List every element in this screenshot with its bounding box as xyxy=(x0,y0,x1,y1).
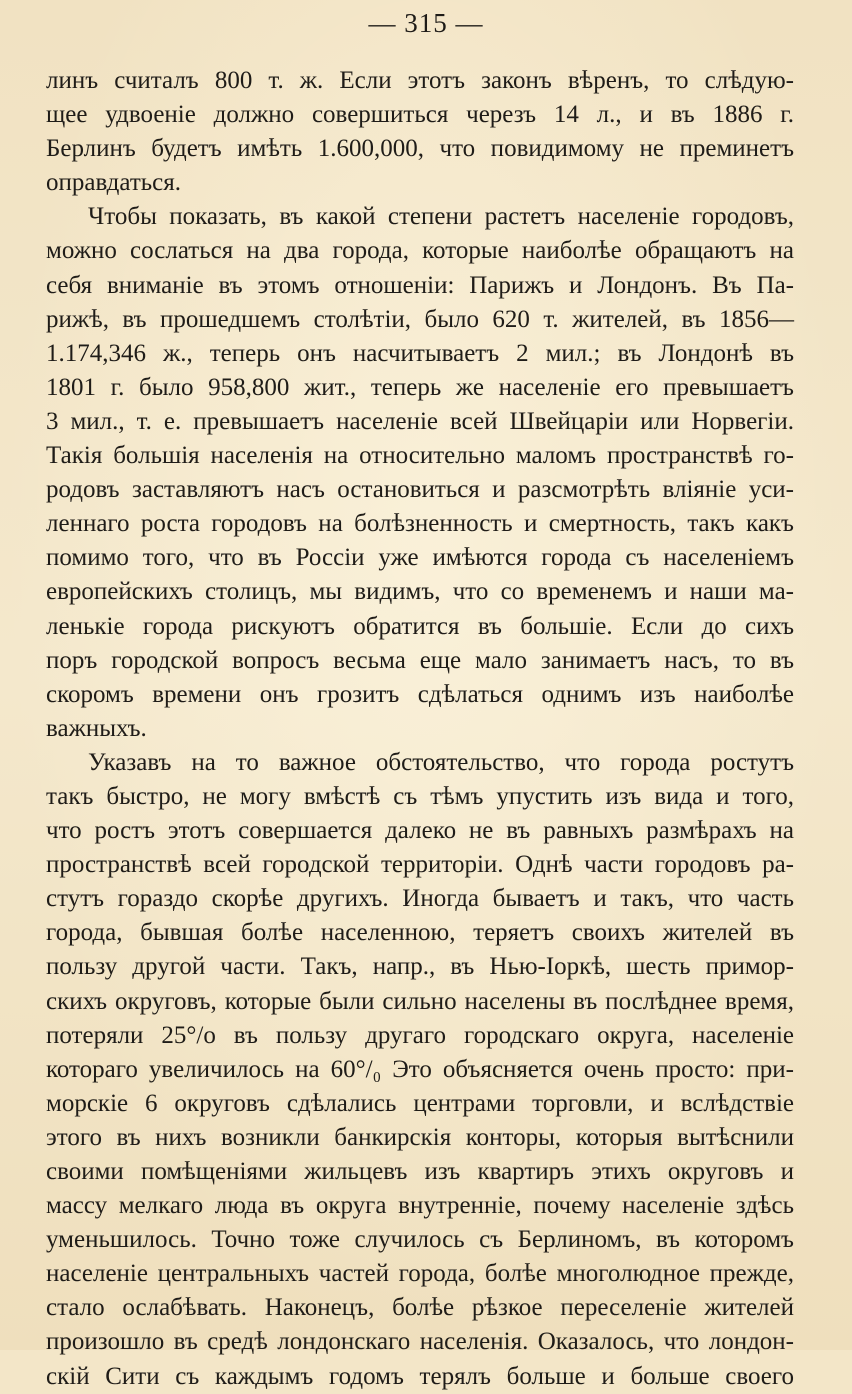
text-line: рижѣ, въ прошедшемъ столѣтіи, было 620 т. жителей, въ 1856— xyxy=(46,305,794,333)
text-line: этого въ нихъ возникли банкирскія конторы, которыя вытѣснили xyxy=(46,1123,794,1151)
text-line: потеряли 25°/о въ пользу другаго городскаго округа, населеніе xyxy=(46,1021,794,1049)
text-line: ленькіе города рискуютъ обратится въ большіе. Если до сихъ xyxy=(46,612,794,640)
text-line: своими помѣщеніями жильцевъ изъ квартиръ этихъ округовъ и xyxy=(46,1158,794,1185)
text-line: важныхъ. xyxy=(46,714,147,742)
text-line: родовъ заставляютъ насъ остановиться и разсмотрѣть вліяніе уси- xyxy=(46,476,794,504)
text-line: стутъ гораздо скорѣе другихъ. Иногда бываетъ и такъ, что часть xyxy=(46,885,794,913)
text-line: морскіе 6 округовъ сдѣлались центрами торговли, и вслѣдствіе xyxy=(46,1089,794,1117)
text-line: помимо того, что въ Россіи уже имѣются города съ населеніемъ xyxy=(46,544,794,572)
text-line: европейскихъ столицъ, мы видимъ, что со временемъ и наши ма- xyxy=(46,578,794,606)
text-line: произошло въ средѣ лондонскаго населенія. Оказалось, что лондон- xyxy=(46,1328,794,1356)
text-line: леннаго роста городовъ на болѣзненность и смертность, такъ какъ xyxy=(46,510,794,538)
text-line: оправдаться. xyxy=(46,169,181,197)
text-line: Берлинъ будетъ имѣть 1.600,000, что повидимому не преминетъ xyxy=(46,135,794,163)
text-line: массу мелкаго люда въ округа внутренніе, почему населеніе здѣсь xyxy=(46,1192,794,1220)
page-number: — 315 — xyxy=(368,8,484,38)
text-line: щее удвоеніе должно совершиться черезъ 14 л., и въ 1886 г. xyxy=(46,101,794,129)
text-line: 1.174,346 ж., теперь онъ насчитываетъ 2 мил.; въ Лондонѣ въ xyxy=(46,339,794,367)
text-line: Указавъ на то важное обстоятельство, что города ростутъ xyxy=(88,748,794,776)
text-line: скій Сити съ каждымъ годомъ терялъ больше и больше своего xyxy=(46,1362,794,1390)
body-text xyxy=(46,64,794,1394)
text-line: что ростъ этотъ совершается далеко не въ равныхъ размѣрахъ на xyxy=(46,817,794,845)
text-line: пространствѣ всей городской территоріи. Однѣ части городовъ ра- xyxy=(46,851,794,879)
text-line: такъ быстро, не могу вмѣстѣ съ тѣмъ упустить изъ вида и того, xyxy=(46,782,794,810)
text-line: Такія большія населенія на относительно маломъ пространствѣ го- xyxy=(46,442,794,470)
text-line: поръ городской вопросъ весьма еще мало занимаетъ насъ, то въ xyxy=(46,646,794,674)
text-line: скоромъ времени онъ грозитъ сдѣлаться однимъ изъ наиболѣе xyxy=(46,680,794,708)
text-line: пользу другой части. Такъ, напр., въ Нью-Іоркѣ, шесть примор- xyxy=(46,953,794,981)
text-line: 1801 г. было 958,800 жит., теперь же населеніе его превышаетъ xyxy=(46,373,794,401)
text-line: котораго увеличилось на 60°/₀ Это объясняется очень просто: при- xyxy=(46,1055,794,1083)
text-line: 3 мил., т. е. превышаетъ населеніе всей Швейцаріи или Норвегіи. xyxy=(46,407,794,435)
text-line: города, бывшая болѣе населенною, теряетъ своихъ жителей въ xyxy=(46,919,794,947)
text-line: Чтобы показать, въ какой степени растетъ населеніе городовъ, xyxy=(88,203,794,231)
text-line: себя вниманіе въ этомъ отношеніи: Парижъ и Лондонъ. Въ Па- xyxy=(46,271,794,299)
text-line: скихъ округовъ, которые были сильно населены въ послѣднее время, xyxy=(46,987,794,1015)
text-line: населеніе центральныхъ частей города, болѣе многолюдное прежде, xyxy=(46,1260,794,1288)
text-line: стало ослабѣвать. Наконецъ, болѣе рѣзкое переселеніе жителей xyxy=(46,1294,794,1322)
text-line: можно сослаться на два города, которые наиболѣе обращаютъ на xyxy=(46,237,794,265)
text-line: линъ считалъ 800 т. ж. Если этотъ законъ вѣренъ, то слѣдую- xyxy=(46,67,794,94)
text-line: уменьшилось. Точно тоже случилось съ Берлиномъ, въ которомъ xyxy=(46,1226,794,1254)
